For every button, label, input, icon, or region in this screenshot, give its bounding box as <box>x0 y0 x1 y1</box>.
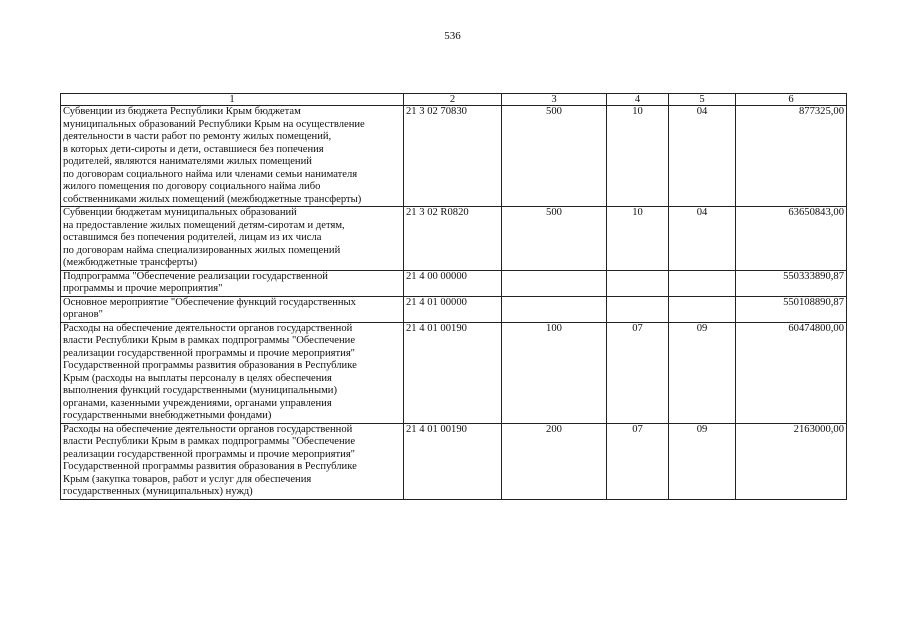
table-row <box>61 106 847 207</box>
table-row <box>61 296 847 322</box>
row-section: 10 <box>607 106 669 207</box>
header-col-1: 1 <box>61 94 404 106</box>
row-section: 07 <box>607 423 669 499</box>
header-col-4: 4 <box>607 94 669 106</box>
row-target-code: 21 4 01 00000 <box>404 296 502 322</box>
row-target-code: 21 4 00 00000 <box>404 270 502 296</box>
row-target-code: 21 4 01 00190 <box>404 322 502 423</box>
row-amount: 60474800,00 <box>736 322 847 423</box>
table-row <box>61 207 847 271</box>
row-expense-type: 200 <box>502 423 607 499</box>
row-amount: 2163000,00 <box>736 423 847 499</box>
row-subsection: 04 <box>669 207 736 271</box>
row-amount: 877325,00 <box>736 106 847 207</box>
row-amount: 63650843,00 <box>736 207 847 271</box>
page-number: 536 <box>444 30 461 42</box>
table-row <box>61 423 847 499</box>
row-subsection <box>669 296 736 322</box>
row-section <box>607 296 669 322</box>
row-expense-type: 100 <box>502 322 607 423</box>
row-amount: 550333890,87 <box>736 270 847 296</box>
budget-table <box>60 93 847 500</box>
row-subsection: 09 <box>669 322 736 423</box>
row-subsection <box>669 270 736 296</box>
row-target-code: 21 4 01 00190 <box>404 423 502 499</box>
row-expense-type <box>502 296 607 322</box>
table-row <box>61 270 847 296</box>
header-col-3: 3 <box>502 94 607 106</box>
row-expense-type <box>502 270 607 296</box>
row-description: Расходы на обеспечение деятельности органов государственной власти Республики Крым в рамках подпрограммы "Обеспечение реализации государственной программы и прочие мероприятия" Государственной программы развития образования в Республике Крым (закупка товаров, работ и услуг для обеспечения государственных (муниципальных) нужд) <box>61 423 404 499</box>
row-description: Основное мероприятие "Обеспечение функций государственных органов" <box>61 296 404 322</box>
table-row <box>61 322 847 423</box>
row-section: 07 <box>607 322 669 423</box>
header-col-2: 2 <box>404 94 502 106</box>
row-section: 10 <box>607 207 669 271</box>
row-subsection: 09 <box>669 423 736 499</box>
header-row <box>61 94 847 106</box>
row-description: Расходы на обеспечение деятельности органов государственной власти Республики Крым в рамках подпрограммы "Обеспечение реализации государственной программы и прочие мероприятия" Государственной программы развития образования в Республике Крым (расходы на выплаты персоналу в целях обеспечения выполнения функций государственными (муниципальными) органами, казенными учреждениями, органами управления государственными внебюджетными фондами) <box>61 322 404 423</box>
row-expense-type: 500 <box>502 207 607 271</box>
header-col-6: 6 <box>736 94 847 106</box>
row-amount: 550108890,87 <box>736 296 847 322</box>
row-description: Подпрограмма "Обеспечение реализации государственной программы и прочие мероприятия" <box>61 270 404 296</box>
row-section <box>607 270 669 296</box>
row-target-code: 21 3 02 70830 <box>404 106 502 207</box>
header-col-5: 5 <box>669 94 736 106</box>
row-description: Субвенции из бюджета Республики Крым бюджетам муниципальных образований Республики Крым на осуществление деятельности в части работ по ремонту жилых помещений, в которых дети-сироты и дети, оставшиеся без попечения родителей, являются нанимателями жилых помещений по договорам социального найма или членами семьи нанимателя жилого помещения по договору социального найма либо собственниками жилых помещений (межбюджетные трансферты) <box>61 106 404 207</box>
row-description: Субвенции бюджетам муниципальных образований на предоставление жилых помещений детям-сиротам и детям, оставшимся без попечения родителей, лицам из их числа по договорам найма специализированных жилых помещений (межбюджетные трансферты) <box>61 207 404 271</box>
row-target-code: 21 3 02 R0820 <box>404 207 502 271</box>
row-expense-type: 500 <box>502 106 607 207</box>
row-subsection: 04 <box>669 106 736 207</box>
